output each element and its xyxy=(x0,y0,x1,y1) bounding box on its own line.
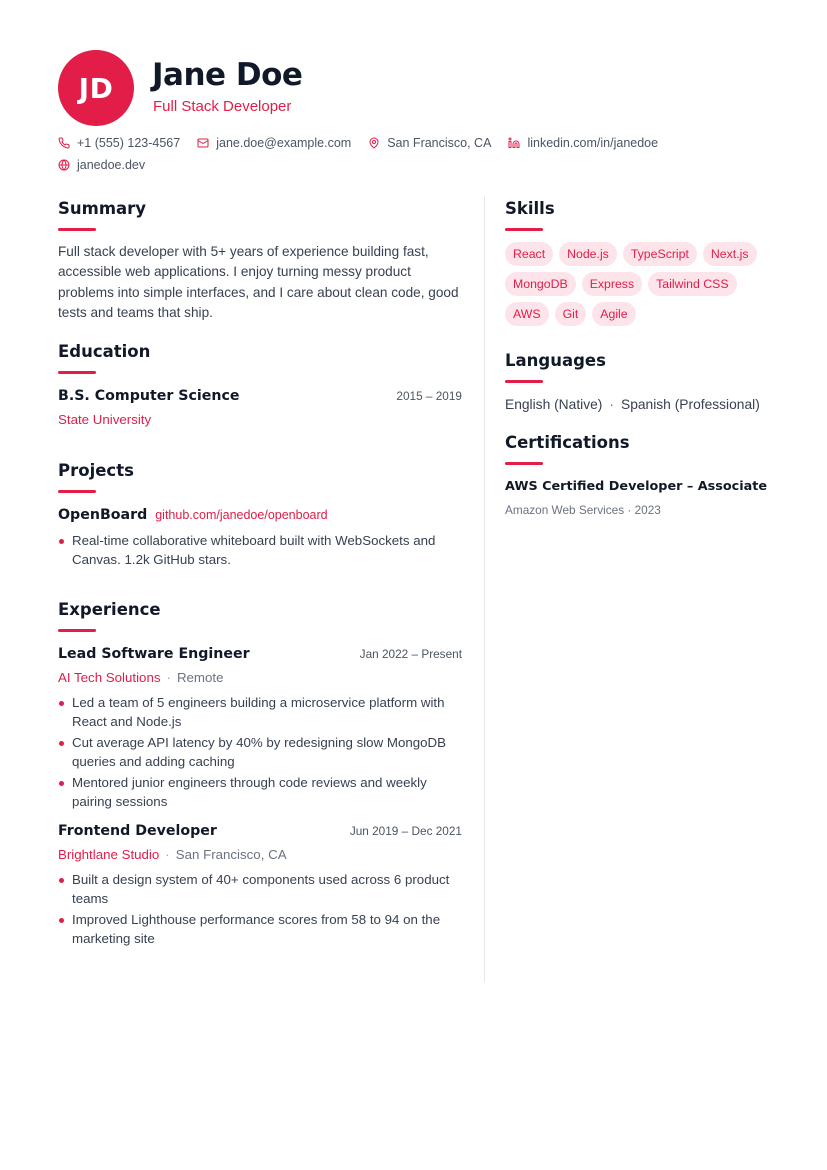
skill-chip: Express xyxy=(582,272,642,296)
summary-section xyxy=(58,201,468,324)
school-name: State University xyxy=(58,411,152,427)
phone-icon xyxy=(58,137,70,149)
job-location: Remote xyxy=(176,669,224,685)
section-underline xyxy=(505,380,543,383)
section-underline xyxy=(505,228,543,231)
skill-chip: React xyxy=(505,242,553,266)
skill-chip: MongoDB xyxy=(505,272,576,296)
summary-text: Full stack developer with 5+ years of experience building fast, accessible web applications. I enjoy turning messy product problems into simple interfaces, and I care about clean code, good tests and teams that ship. xyxy=(58,243,459,320)
separator: · xyxy=(165,846,170,862)
candidate-name: Jane Doe xyxy=(152,57,303,93)
company-name: Brightlane Studio xyxy=(58,846,160,862)
list-item: Built a design system of 40+ components used across 6 product teams xyxy=(58,870,462,908)
skill-chip: Next.js xyxy=(703,242,757,266)
education-entry-head xyxy=(58,388,462,404)
job-location: San Francisco, CA xyxy=(175,846,287,862)
skill-chip: Tailwind CSS xyxy=(648,272,736,296)
job-entry xyxy=(58,823,462,948)
language-item: Spanish (Professional) xyxy=(621,396,760,412)
contact-phone xyxy=(58,136,180,150)
cert-name: AWS Certified Developer – Associate xyxy=(505,478,768,494)
job-dates: Jan 2022 – Present xyxy=(359,646,462,661)
languages-section xyxy=(505,353,760,412)
avatar: JD xyxy=(58,50,134,126)
globe-icon xyxy=(58,159,70,171)
skill-chip: Git xyxy=(555,302,587,326)
list-item: Cut average API latency by 40% by redesigning slow MongoDB queries and adding caching xyxy=(58,733,462,771)
project-bullets xyxy=(58,531,462,569)
projects-section xyxy=(58,463,462,571)
education-dates: 2015 – 2019 xyxy=(396,388,462,403)
section-underline xyxy=(505,462,543,465)
section-title-languages: Languages xyxy=(505,351,606,370)
column-divider xyxy=(484,196,485,982)
website-text[interactable]: janedoe.dev xyxy=(77,158,146,172)
contact-info xyxy=(58,134,758,178)
mail-icon xyxy=(197,137,209,149)
list-item: Led a team of 5 engineers building a microservice platform with React and Node.js xyxy=(58,693,462,731)
languages-list xyxy=(505,397,760,412)
phone-text: +1 (555) 123-4567 xyxy=(77,136,181,150)
section-title-certifications: Certifications xyxy=(505,433,630,452)
contact-linkedin[interactable] xyxy=(508,136,658,150)
certifications-section xyxy=(505,435,767,517)
location-text: San Francisco, CA xyxy=(387,136,492,150)
experience-section xyxy=(58,602,462,950)
project-head xyxy=(58,507,462,523)
candidate-role: Full Stack Developer xyxy=(153,98,292,115)
job-head xyxy=(58,646,462,662)
job-bullets xyxy=(58,693,462,811)
list-item: Improved Lighthouse performance scores from 58 to 94 on the marketing site xyxy=(58,910,462,948)
section-underline xyxy=(58,490,96,493)
section-underline xyxy=(58,228,96,231)
contact-website[interactable] xyxy=(58,158,145,172)
job-sub xyxy=(58,847,462,862)
linkedin-text[interactable]: linkedin.com/in/janedoe xyxy=(527,136,659,150)
linkedin-icon xyxy=(508,137,520,149)
list-item: Mentored junior engineers through code reviews and weekly pairing sessions xyxy=(58,773,462,811)
project-name: OpenBoard xyxy=(58,506,148,523)
section-title-summary: Summary xyxy=(58,199,147,218)
contact-location xyxy=(368,136,491,150)
education-section xyxy=(58,344,462,427)
job-dates: Jun 2019 – Dec 2021 xyxy=(349,823,462,838)
job-title: Lead Software Engineer xyxy=(58,645,250,662)
separator: · xyxy=(609,396,614,412)
skill-chips xyxy=(505,242,775,326)
section-underline xyxy=(58,371,96,374)
section-title-experience: Experience xyxy=(58,600,161,619)
cert-issuer: Amazon Web Services · 2023 xyxy=(505,502,661,517)
skill-chip: TypeScript xyxy=(623,242,697,266)
email-text[interactable]: jane.doe@example.com xyxy=(216,136,352,150)
section-underline xyxy=(58,629,96,632)
section-title-education: Education xyxy=(58,342,151,361)
map-pin-icon xyxy=(368,137,380,149)
contact-email[interactable] xyxy=(197,136,351,150)
language-item: English (Native) xyxy=(505,396,603,412)
job-sub xyxy=(58,670,462,685)
job-bullets xyxy=(58,870,462,948)
separator: · xyxy=(166,669,171,685)
skills-section xyxy=(505,201,775,332)
skill-chip: Agile xyxy=(592,302,635,326)
section-title-projects: Projects xyxy=(58,461,134,480)
job-entry xyxy=(58,646,462,811)
section-title-skills: Skills xyxy=(505,199,555,218)
skill-chip: AWS xyxy=(505,302,549,326)
job-title: Frontend Developer xyxy=(58,822,217,839)
job-head xyxy=(58,823,462,839)
company-name: AI Tech Solutions xyxy=(58,669,161,685)
list-item: Real-time collaborative whiteboard built with WebSockets and Canvas. 1.2k GitHub stars. xyxy=(58,531,462,569)
project-link[interactable]: github.com/janedoe/openboard xyxy=(155,507,328,522)
skill-chip: Node.js xyxy=(559,242,617,266)
degree: B.S. Computer Science xyxy=(58,387,240,404)
school xyxy=(58,412,462,427)
